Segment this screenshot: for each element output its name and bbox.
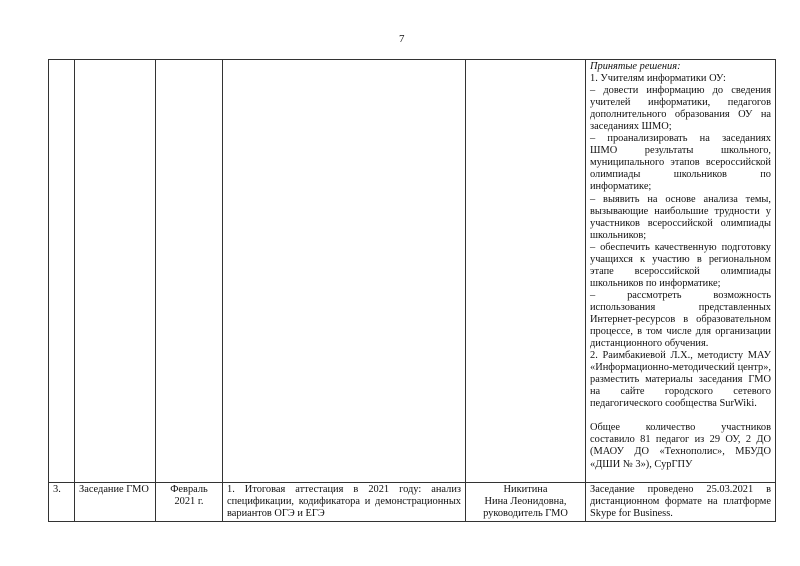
cell-date: [156, 60, 223, 483]
participants-summary: Общее количество участников составило 81 педагог из 29 ОУ, 2 ДО (МАОУ ДО «Технополис», МБУДО «ДШИ № 3»), СурГПУ: [590, 422, 771, 470]
table-row: [49, 483, 776, 522]
cell-result: Заседание проведено 25.03.2021 в дистанционном формате на платформе Skype for Business.: [586, 483, 776, 522]
decision-bullet: – обеспечить качественную подготовку учащихся к участию в региональном этапе всероссийской олимпиады школьников по информатике;: [590, 241, 771, 289]
decision-bullet: – рассмотреть возможность использования представленных Интернет-ресурсов в образовательном процессе, в том числе для организации дистанционного обучения.: [590, 289, 771, 350]
date-month: Февраль: [170, 484, 208, 495]
cell-responsible: [466, 60, 586, 483]
cell-event: Заседание ГМО: [75, 483, 156, 522]
decision-bullet: – выявить на основе анализа темы, вызывающие наибольшие трудности у участников всероссийской олимпиады школьников;: [590, 193, 771, 241]
cell-number: [49, 60, 75, 483]
decision-item-1-title: 1. Учителям информатики ОУ:: [590, 73, 726, 85]
table-row: [49, 60, 776, 483]
decision-bullet: – проанализировать на заседаниях ШМО результаты школьного, муниципального этапов всероссийской олимпиады школьников по информатике;: [590, 133, 771, 193]
cell-event: [75, 60, 156, 483]
cell-topic: [223, 60, 466, 483]
cell-number: 3.: [49, 483, 75, 522]
cell-date: [156, 483, 223, 522]
page-number: 7: [399, 33, 405, 45]
decision-bullet: – довести информацию до сведения учителей информатики, педагогов дополнительного образования ОУ на заседаниях ШМО;: [590, 85, 771, 133]
date-year: 2021 г.: [174, 496, 204, 508]
decision-item-2: 2. Раимбакиевой Л.Х., методисту МАУ «Информационно-методический центр», разместить материалы заседания ГМО на сайте городского сетевого педагогического сообщества SurWiki.: [590, 350, 771, 410]
cell-responsible: [466, 483, 586, 522]
responsible-surname: Никитина: [503, 484, 548, 495]
gmo-events-table: [48, 59, 776, 522]
decisions-title: Принятые решения:: [590, 61, 681, 72]
cell-topic: 1. Итоговая аттестация в 2021 году: анализ спецификации, кодификатора и демонстрационных вариантов ОГЭ и ЕГЭ: [223, 483, 466, 522]
responsible-name: Нина Леонидовна,: [484, 496, 567, 508]
cell-decisions: [586, 60, 776, 483]
responsible-role: руководитель ГМО: [483, 508, 568, 520]
